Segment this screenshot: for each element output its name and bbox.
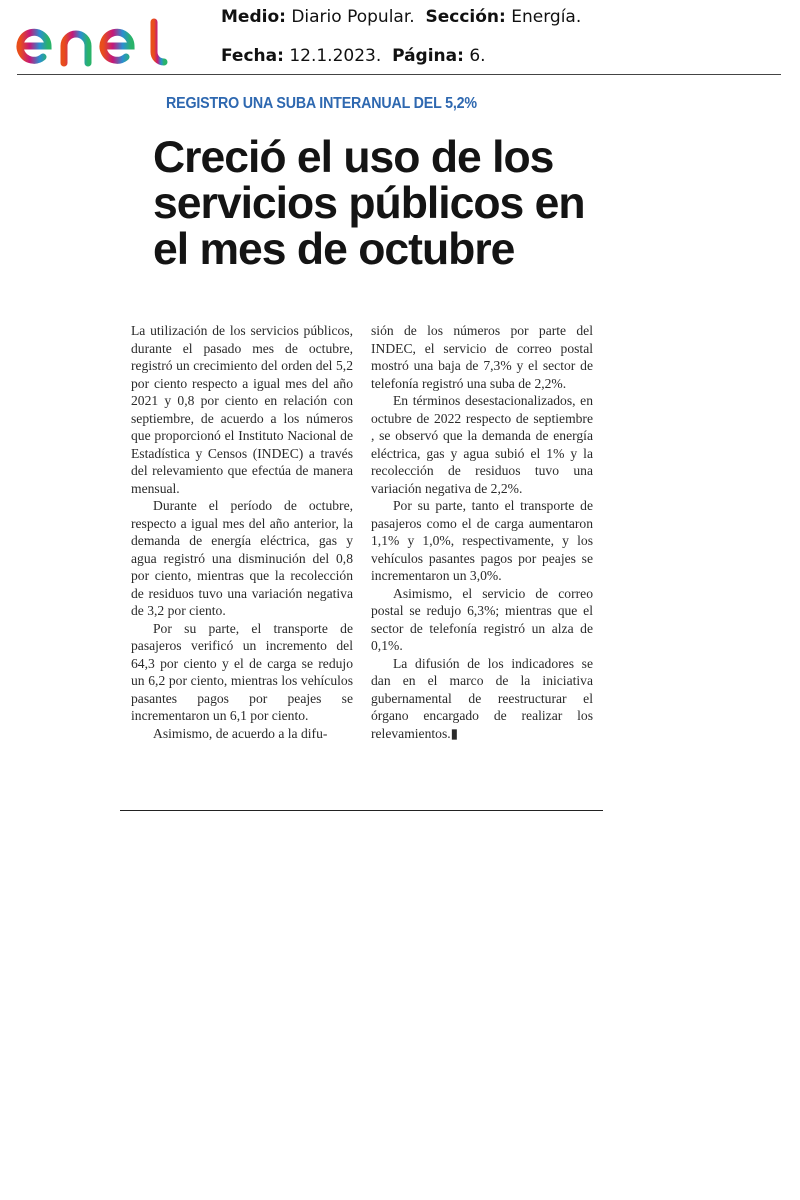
article-column-right <box>371 322 593 742</box>
paragraph: Por su parte, tanto el transporte de pasajeros como el de carga aumentaron 1,1% y 1,0%, respectivamente, y los vehículos pasantes pagos por peajes se incrementaron un 3,0%. <box>371 498 593 583</box>
header-divider <box>17 74 781 75</box>
paragraph: Asimismo, el servicio de correo postal se redujo 6,3%; mientras que el sector de telefonía registró un alza de 0,1%. <box>371 585 593 653</box>
pagina-value: 6. <box>469 46 486 66</box>
headline-line: el mes de octubre <box>153 225 515 274</box>
paragraph: La difusión de los indicadores se dan en el marco de la iniciativa gubernamental de reestructurar el órgano encargado de realizar los relevamientos.▮ <box>371 655 593 741</box>
article-headline <box>153 135 623 273</box>
headline-line: servicios públicos en <box>153 179 585 228</box>
fecha-label: Fecha: <box>221 46 284 66</box>
article-column-left <box>131 322 353 742</box>
headline-line: Creció el uso de los <box>153 133 554 182</box>
enel-logo <box>16 16 172 68</box>
pagina-label: Página: <box>392 46 464 66</box>
paragraph: Por su parte, el transporte de pasajeros verificó un incremento del 64,3 por ciento y el de carga se redujo un 6,2 por ciento, mientras los vehículos pasantes pagos por peajes se incrementaron un 6,1 por ciento. <box>131 620 353 723</box>
seccion-value: Energía. <box>511 7 582 27</box>
paragraph: En términos desestacionalizados, en octubre de 2022 respecto de septiembre , se observó que la demanda de energía eléctrica, gas y agua subió el 1% y la recolección de residuos tuvo una variación negativa de 2,2%. <box>371 393 593 496</box>
medio-label: Medio: <box>221 7 286 27</box>
paragraph: Asimismo, de acuerdo a la difu- <box>153 725 328 741</box>
medio-value: Diario Popular. <box>291 7 415 27</box>
header-line-medio <box>221 7 581 27</box>
paragraph: Durante el período de octubre, respecto a igual mes del año anterior, la demanda de energía eléctrica, gas y agua registró una disminución del 0,8 por ciento, mientras que la recolección de residuos tuvo una variación negativa de 3,2 por ciento. <box>131 498 353 618</box>
seccion-label: Sección: <box>425 7 506 27</box>
paragraph: sión de los números por parte del INDEC, el servicio de correo postal mostró una baja de 7,3% y el sector de telefonía registró una suba de 2,2%. <box>371 323 593 391</box>
article-end-divider <box>120 810 603 811</box>
header-line-fecha <box>221 46 486 66</box>
article-kicker: REGISTRO UNA SUBA INTERANUAL DEL 5,2% <box>166 95 477 112</box>
paragraph: La utilización de los servicios públicos, durante el pasado mes de octubre, registró un crecimiento del orden del 5,2 por ciento respecto a igual mes del año 2021 y 0,8 por ciento en relación con septiembre, de acuerdo a los números que proporcionó el Instituto Nacional de Estadística y Censos (INDEC) a través del relevamiento que efectúa de manera mensual. <box>131 323 353 496</box>
fecha-value: 12.1.2023. <box>289 46 382 66</box>
